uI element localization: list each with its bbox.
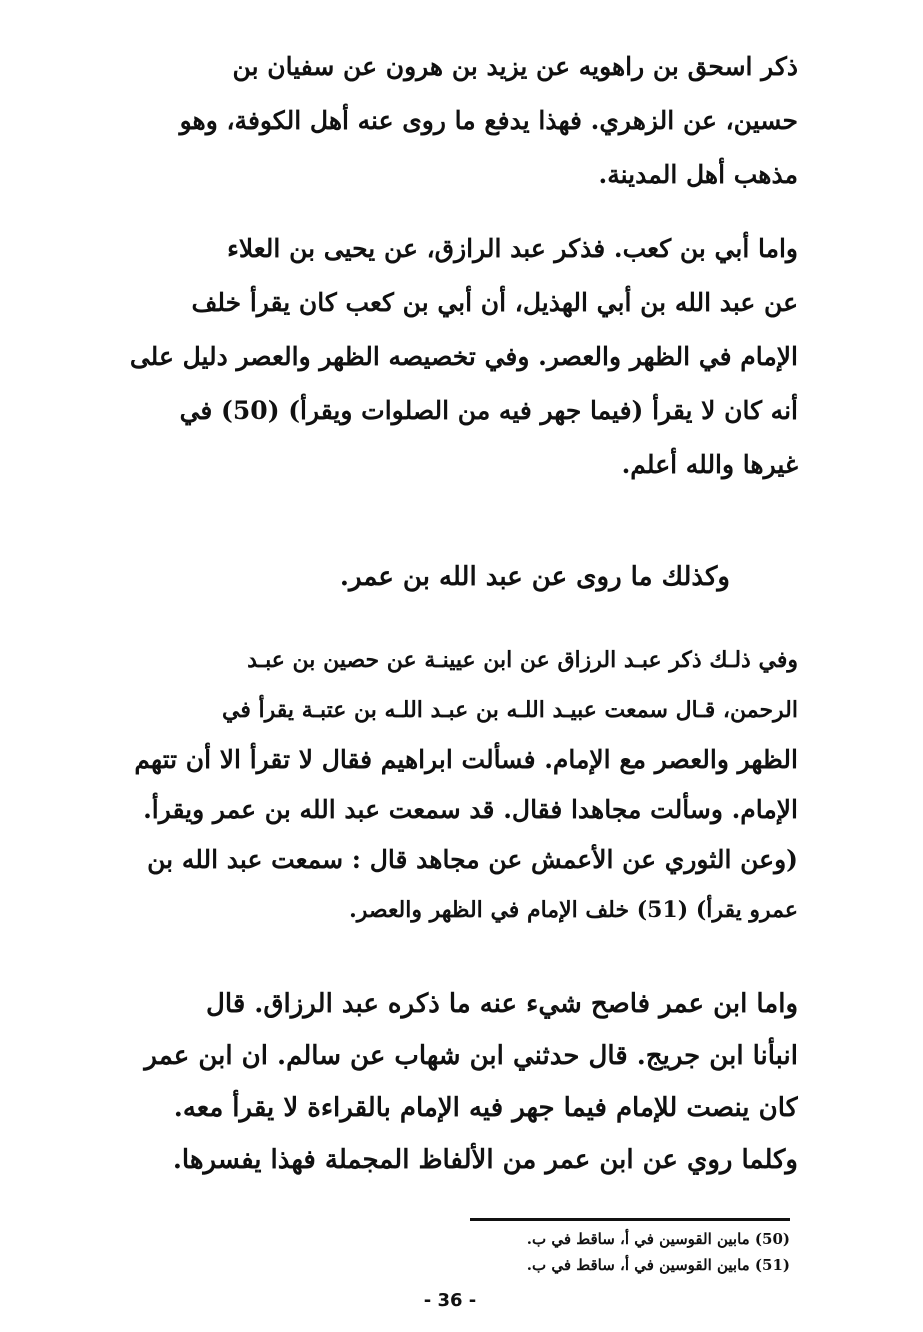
- text-line: عمرو يقرأ) (51) خلف الإمام في الظهر والعصر.: [349, 897, 798, 923]
- text-line: الإمام. وسألت مجاهدا فقال. قد سمعت عبد الله بن عمر ويقرأ.: [143, 795, 798, 824]
- text-line: عن عبد الله بن أبي الهذيل، أن أبي بن كعب كان يقرأ خلف: [191, 288, 798, 317]
- paragraph-abd-al-razzaq-report: [120, 635, 798, 935]
- paragraph-isnad-zuhri: [120, 40, 798, 202]
- footnote-divider: [470, 1218, 790, 1221]
- footnote-51: (51) مابين القوسين في أ، ساقط في ب.: [526, 1256, 790, 1274]
- text-line: الظهر والعصر مع الإمام. فسألت ابراهيم فقال لا تقرأ الا أن تتهم: [134, 745, 798, 774]
- text-line: أنه كان لا يقرأ (فيما جهر فيه من الصلوات ويقرأ) (50) في: [179, 396, 798, 425]
- footnotes: [470, 1226, 790, 1278]
- footnote-50: (50) مابين القوسين في أ، ساقط في ب.: [526, 1230, 790, 1248]
- text-line: ذكر اسحق بن راهويه عن يزيد بن هرون عن سفيان بن: [232, 52, 798, 81]
- paragraph-ibn-umar-silence: [120, 978, 798, 1186]
- text-line: كان ينصت للإمام فيما جهر فيه الإمام بالقراءة لا يقرأ معه.: [173, 1093, 798, 1123]
- text-line: وكذلك ما روى عن عبد الله بن عمر.: [339, 562, 730, 592]
- text-line: واما ابن عمر فاصح شيء عنه ما ذكره عبد الرزاق. قال: [206, 989, 798, 1019]
- text-line: الإمام في الظهر والعصر. وفي تخصيصه الظهر والعصر دليل على: [129, 342, 798, 371]
- text-line: مذهب أهل المدينة.: [598, 160, 798, 189]
- text-line: وكلما روي عن ابن عمر من الألفاظ المجملة فهذا يفسرها.: [172, 1145, 798, 1175]
- text-line: واما أبي بن كعب. فذكر عبد الرازق، عن يحيى بن العلاء: [227, 234, 798, 263]
- page-number: - 36 -: [423, 1290, 477, 1311]
- text-line: غيرها والله أعلم.: [621, 450, 798, 479]
- text-line: الرحمن، قـال سمعت عبيـد اللـه بن عبـد اللـه بن عتبـة يقرأ في: [222, 697, 798, 723]
- text-line: (وعن الثوري عن الأعمش عن مجاهد قال : سمعت عبد الله بن: [147, 845, 798, 874]
- paragraph-ibn-umar-heading: [120, 552, 730, 602]
- paragraph-ubayy-ibn-kaab: [120, 222, 798, 492]
- text-line: وفي ذلـك ذكر عبـد الرزاق عن ابن عيينـة عن حصين بن عبـد: [247, 647, 798, 673]
- text-line: انبأنا ابن جريج. قال حدثني ابن شهاب عن سالم. ان ابن عمر: [144, 1041, 798, 1071]
- text-line: حسين، عن الزهري. فهذا يدفع ما روى عنه أهل الكوفة، وهو: [179, 106, 798, 135]
